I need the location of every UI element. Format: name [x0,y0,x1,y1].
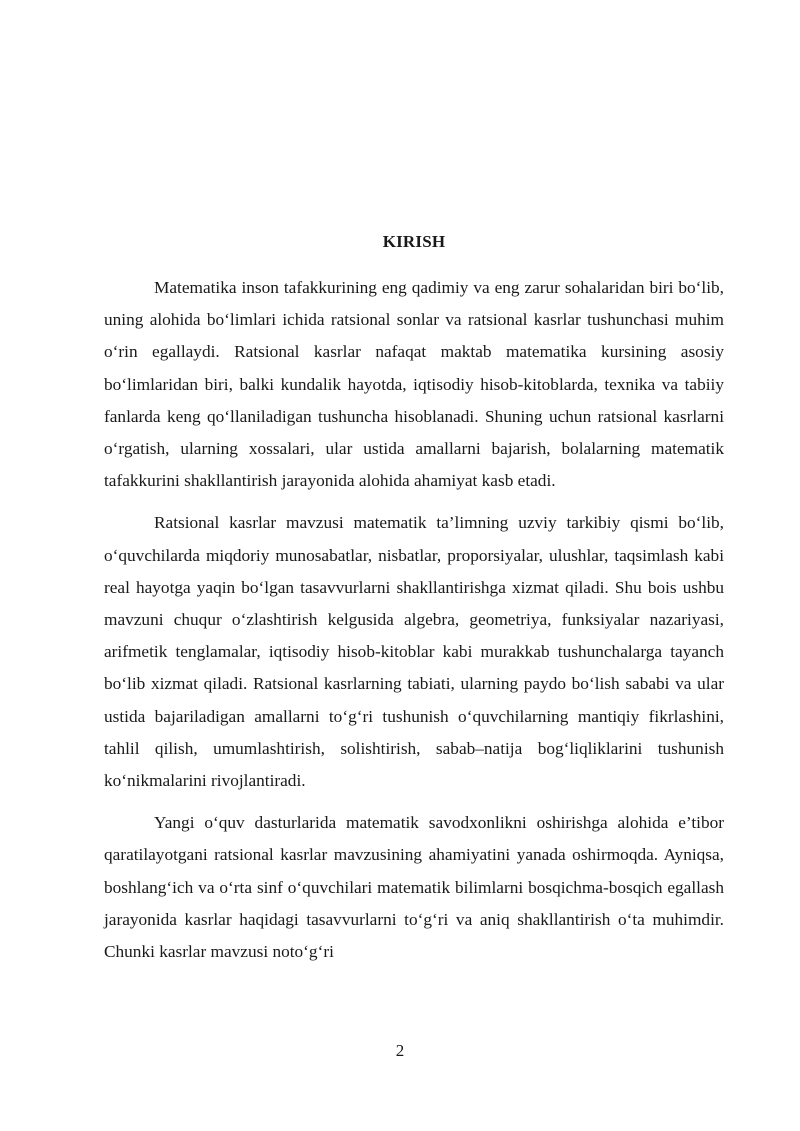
paragraph-2: Ratsional kasrlar mavzusi matematik ta’limning uzviy tarkibiy qismi bo‘lib, o‘quvchilarda miqdoriy munosabatlar, nisbatlar, proporsiyalar, ulushlar, taqsimlash kabi real hayotga yaqin bo‘lgan tasavvurlarni shakllantirishga xizmat qiladi. Shu bois ushbu mavzuni chuqur o‘zlashtirish kelgusida algebra, geometriya, funksiyalar nazariyasi, arifmetik tenglamalar, iqtisodiy hisob-kitoblar kabi murakkab tushunchalarga tayanch bo‘lib xizmat qiladi. Ratsional kasrlarning tabiati, ularning paydo bo‘lish sababi va ular ustida bajariladigan amallarni to‘g‘ri tushunish o‘quvchilarning mantiqiy fikrlashini, tahlil qilish, umumlashtirish, solishtirish, sabab–natija bog‘liqliklarini tushunish ko‘nikmalarini rivojlantiradi. [104,513,724,791]
document-page [104,230,724,978]
section-heading: KIRISH [382,232,446,251]
page-number: 2 [395,1041,405,1060]
paragraph-3: Yangi o‘quv dasturlarida matematik savodxonlikni oshirishga alohida e’tibor qaratilayotgani ratsional kasrlar mavzusining ahamiyatini yanada oshirmoqda. Ayniqsa, boshlang‘ich va o‘rta sinf o‘quvchilari matematik bilimlarni bosqichma-bosqich egallash jarayonida kasrlar haqidagi tasavvurlarni to‘g‘ri va aniq shakllantirish o‘ta muhimdir. Chunki kasrlar mavzusi noto‘g‘ri [104,813,724,962]
paragraph-1: Matematika inson tafakkurining eng qadimiy va eng zarur sohalaridan biri bo‘lib, uning alohida bo‘limlari ichida ratsional sonlar va ratsional kasrlar tushunchasi muhim o‘rin egallaydi. Ratsional kasrlar nafaqat maktab matematika kursining asosiy bo‘limlaridan biri, balki kundalik hayotda, iqtisodiy hisob-kitoblarda, texnika va tabiiy fanlarda keng qo‘llaniladigan tushuncha hisoblanadi. Shuning uchun ratsional kasrlarni o‘rgatish, ularning xossalari, ular ustida amallarni bajarish, bolalarning matematik tafakkurini shakllantirish jarayonida alohida ahamiyat kasb etadi. [104,278,724,491]
